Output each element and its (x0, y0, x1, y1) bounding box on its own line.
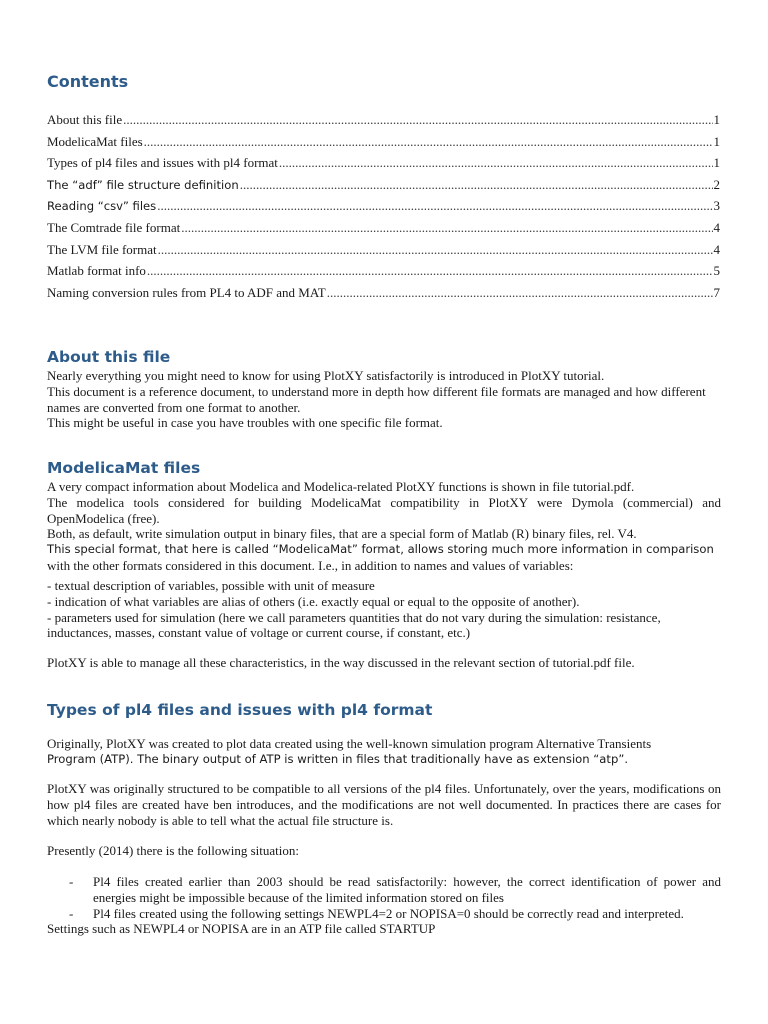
toc-entry-title: ModelicaMat files (47, 133, 143, 149)
toc-entry[interactable] (47, 174, 720, 196)
about-section (47, 368, 721, 431)
paragraph: PlotXY was originally structured to be compatible to all versions of the pl4 files. Unfortunately, over the years, modifications on how pl4 files are created have ben introduces, and the modifications are not well documented. In practices there are cases for which nearly nobody is able to tell what the actual file structure is. (47, 781, 721, 828)
paragraph: A very compact information about Modelica and Modelica-related PlotXY functions is shown in file tutorial.pdf. (47, 479, 635, 494)
paragraph: This special format, that here is called “ModelicaMat” format, allows storing much more information in comparison (47, 542, 714, 557)
paragraph: The modelica tools considered for building ModelicaMat compatibility in PlotXY were Dymola (commercial) and OpenModelica (free). (47, 494, 721, 526)
paragraph: Nearly everything you might need to know for using PlotXY satisfactorily is introduced in PlotXY tutorial. (47, 368, 605, 383)
list-item: - parameters used for simulation (here we call parameters quantities that do not vary during the simulation: resistance, inductances, masses, constant value of voltage or current course, if constant, etc.) (47, 609, 661, 641)
toc-entry-title: Types of pl4 files and issues with pl4 format (47, 155, 278, 171)
list-item: - Pl4 files created earlier than 2003 should be read satisfactorily: however, the correct identification of power and energies might be impossible because of the limited information stored on files (47, 874, 721, 906)
toc-dot-leader (144, 131, 713, 153)
toc-entry-title: The Comtrade file format (47, 219, 181, 235)
toc-entry[interactable] (47, 195, 720, 217)
paragraph: Both, as default, write simulation output in binary files, that are a special form of Matlab (R) binary files, rel. V4. (47, 526, 637, 542)
paragraph: Originally, PlotXY was created to plot data created using the well-known simulation program Alternative Transients (47, 736, 652, 751)
toc-entry-page: 5 (713, 263, 720, 279)
toc-entry[interactable] (47, 282, 720, 304)
pl4-compat-paragraph (47, 781, 721, 828)
toc-entry-page: 4 (713, 241, 720, 257)
toc-entry-title: About this file (47, 112, 123, 127)
paragraph: with the other formats considered in this document. I.e., in addition to names and values of variables: (47, 557, 574, 573)
toc-entry-title: Matlab format info (47, 263, 146, 279)
toc-dot-leader (240, 174, 713, 196)
list-item: - indication of what variables are alias of others (i.e. exactly equal or equal to the opposite of another). (47, 593, 580, 609)
toc-dot-leader (158, 239, 713, 261)
pl4-situation (47, 843, 721, 859)
toc-entry[interactable] (47, 217, 720, 239)
toc-dot-leader (327, 282, 713, 304)
toc-dot-leader (147, 260, 713, 282)
toc-entry-page: 3 (713, 198, 720, 214)
table-of-contents (47, 109, 720, 303)
toc-dot-leader (279, 152, 713, 174)
toc-entry[interactable] (47, 260, 720, 282)
modelica-closing (47, 655, 721, 671)
paragraph: PlotXY is able to manage all these characteristics, in the way discussed in the relevant section of tutorial.pdf file. (47, 655, 635, 670)
list-item: - Pl4 files created using the following settings NEWPL4=2 or NOPISA=0 should be correctly read and interpreted. (47, 906, 721, 922)
toc-entry-page: 1 (713, 155, 720, 171)
paragraph: Presently (2014) there is the following situation: (47, 843, 300, 858)
toc-entry-page: 7 (713, 284, 720, 300)
toc-entry[interactable] (47, 239, 720, 261)
contents-heading: Contents (47, 72, 129, 91)
dash-list (47, 874, 721, 921)
modelica-bullets (47, 578, 721, 641)
toc-entry-page: 1 (713, 112, 720, 127)
modelica-section (47, 479, 721, 574)
pl4-heading: Types of pl4 files and issues with pl4 format (47, 701, 433, 719)
toc-dot-leader (181, 217, 712, 239)
toc-entry-page: 2 (713, 176, 720, 192)
toc-dot-leader (123, 109, 712, 131)
pl4-intro (47, 736, 721, 768)
toc-entry[interactable] (47, 131, 720, 153)
toc-dot-leader (157, 195, 712, 217)
paragraph: Program (ATP). The binary output of ATP is written in files that traditionally have as extension “atp”. (47, 751, 629, 766)
toc-entry-title: Reading “csv” files (47, 199, 157, 214)
pl4-list (47, 874, 721, 937)
toc-entry-title: The “adf” file structure definition (47, 177, 239, 192)
list-item: - textual description of variables, possible with unit of measure (47, 578, 375, 593)
toc-entry-page: 4 (713, 219, 720, 235)
modelica-heading: ModelicaMat files (47, 459, 201, 477)
toc-entry[interactable] (47, 109, 720, 131)
toc-entry-title: Naming conversion rules from PL4 to ADF and MAT (47, 284, 326, 300)
toc-entry[interactable] (47, 152, 720, 174)
about-heading: About this file (47, 348, 171, 366)
paragraph: This document is a reference document, to understand more in depth how different file formats are managed and how different names are converted from one format to another. (47, 383, 706, 415)
paragraph: Settings such as NEWPL4 or NOPISA are in an ATP file called STARTUP (47, 921, 436, 937)
toc-entry-page: 1 (713, 133, 720, 149)
paragraph: This might be useful in case you have troubles with one specific file format. (47, 415, 443, 431)
toc-entry-title: The LVM file format (47, 241, 157, 257)
